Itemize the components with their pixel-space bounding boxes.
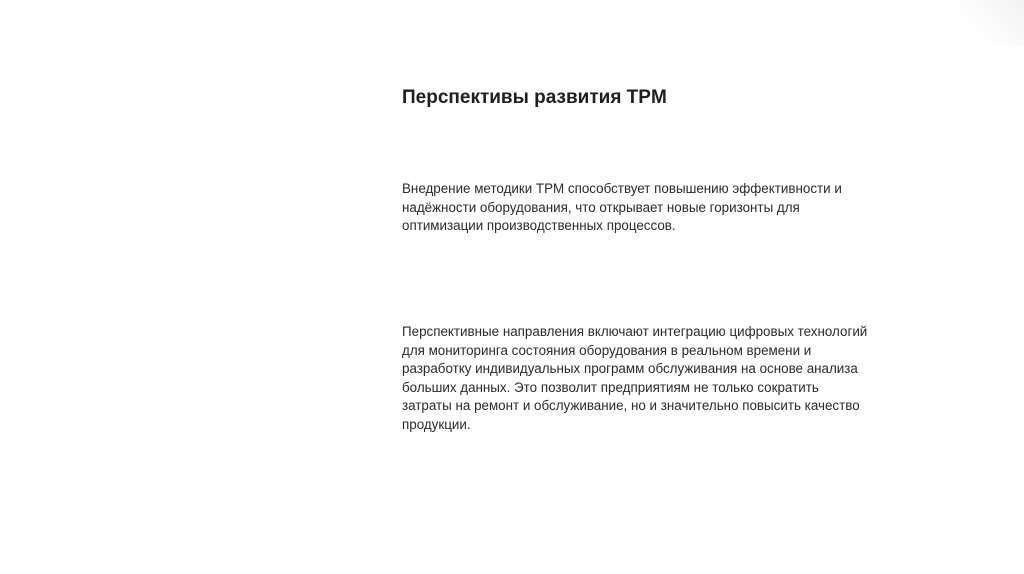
paragraph-intro: Внедрение методики TPM способствует повышению эффективности и надёжности оборудования, что открывает новые горизонты для оптимизации производственных процессов. [402, 181, 842, 233]
slide-title: Перспективы развития TPM [402, 87, 667, 108]
corner-shadow [960, 0, 1024, 46]
paragraph-directions: Перспективные направления включают интеграцию цифровых технологий для мониторинга состояния оборудования в реальном времени и разработку индивидуальных программ обслуживания на основе анализа больших данных. Это позволит предприятиям не только сократить затраты на ремонт и обслуживание, но и значительно повысить качество продукции. [402, 324, 868, 432]
